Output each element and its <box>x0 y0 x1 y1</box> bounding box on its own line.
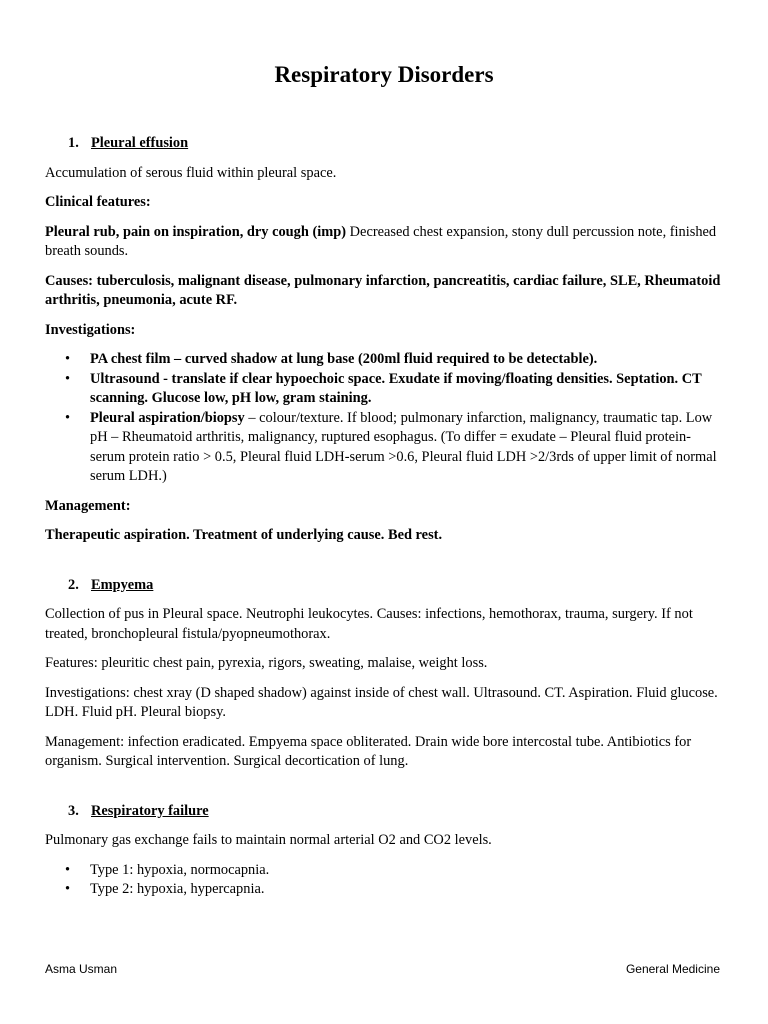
paragraph: Management: infection eradicated. Empyema space obliterated. Drain wide bore intercostal tube. Antibiotics for organism. Surgical intervention. Surgical decortication of lung. <box>45 733 692 769</box>
bullet-icon: • <box>65 409 71 426</box>
footer-subject: General Medicine <box>625 962 720 976</box>
section-heading-pleural-effusion <box>45 134 725 154</box>
bullet-icon: • <box>65 351 71 367</box>
list-item <box>45 409 725 487</box>
paragraph: Collection of pus in Pleural space. Neutrophi leukocytes. Causes: infections, hemothorax, trauma, surgery. If not treated, bronchopleural fistula/pyopneumothorax. <box>45 606 693 642</box>
bold-text: PA chest film – curved shadow at lung base (200ml fluid required to be detectable). <box>90 351 598 367</box>
subheading-clinical-features: Clinical features: <box>45 194 151 210</box>
list-item <box>45 880 725 900</box>
paragraph-management: Therapeutic aspiration. Treatment of underlying cause. Bed rest. <box>45 527 443 543</box>
paragraph-causes: Causes: tuberculosis, malignant disease, pulmonary infarction, pancreatitis, cardiac failure, SLE, Rheumatoid arthritis, pneumonia, acute RF. <box>45 272 721 308</box>
paragraph: Features: pleuritic chest pain, pyrexia, rigors, sweating, malaise, weight loss. <box>45 655 488 671</box>
investigations-list <box>45 350 725 487</box>
document-body <box>45 134 725 910</box>
bullet-icon: • <box>65 370 71 387</box>
paragraph-clinical <box>45 223 725 262</box>
bold-text: Ultrasound - translate if clear hypoechoic space. Exudate if moving/floating densities. Septation. CT scanning. Glucose low, pH low, gram staining. <box>90 370 702 406</box>
list-item <box>45 350 725 370</box>
section-heading-empyema <box>45 576 725 596</box>
page-title: Respiratory Disorders <box>274 62 494 87</box>
section-title: Empyema <box>91 576 154 593</box>
section-title: Pleural effusion <box>91 135 189 151</box>
bullet-icon: • <box>65 881 71 897</box>
section-number: 2. <box>68 576 79 593</box>
section-number: 1. <box>68 135 79 151</box>
bold-text: Pleural aspiration/biopsy <box>90 409 245 426</box>
text: – colour/texture. If blood; pulmonary infarction, malignancy, traumatic tap. Low pH – Rheumatoid arthritis, malignancy, ruptured esophagus. (To differ = exudate – Pleural fluid protein-serum protein ratio > 0.5, Pleural fluid LDH-serum >0.6, Pleural fluid LDH >2/3rds of upper limit of normal serum LDH.) <box>90 409 717 484</box>
paragraph: Accumulation of serous fluid within pleural space. <box>45 164 337 181</box>
list-item <box>45 861 725 881</box>
section-title: Respiratory failure <box>91 802 209 819</box>
text: Decreased chest expansion, stony dull percussion note, finished breath sounds. <box>45 223 717 259</box>
subheading-investigations: Investigations: <box>45 321 136 338</box>
bullet-icon: • <box>65 861 71 878</box>
subheading-management: Management: <box>45 497 131 514</box>
paragraph: Pulmonary gas exchange fails to maintain normal arterial O2 and CO2 levels. <box>45 832 492 848</box>
paragraph: Investigations: chest xray (D shaped shadow) against inside of chest wall. Ultrasound. CT. Aspiration. Fluid glucose. LDH. Fluid pH. Pleural biopsy. <box>45 684 718 720</box>
footer-author: Asma Usman <box>45 962 118 976</box>
bold-text: Pleural rub, pain on inspiration, dry cough (imp) <box>45 223 347 240</box>
list-item <box>45 370 725 409</box>
text: Type 1: hypoxia, normocapnia. <box>90 861 270 878</box>
types-list <box>45 861 725 900</box>
section-heading-respiratory-failure <box>45 802 725 822</box>
section-number: 3. <box>68 802 79 819</box>
text: Type 2: hypoxia, hypercapnia. <box>90 881 265 897</box>
